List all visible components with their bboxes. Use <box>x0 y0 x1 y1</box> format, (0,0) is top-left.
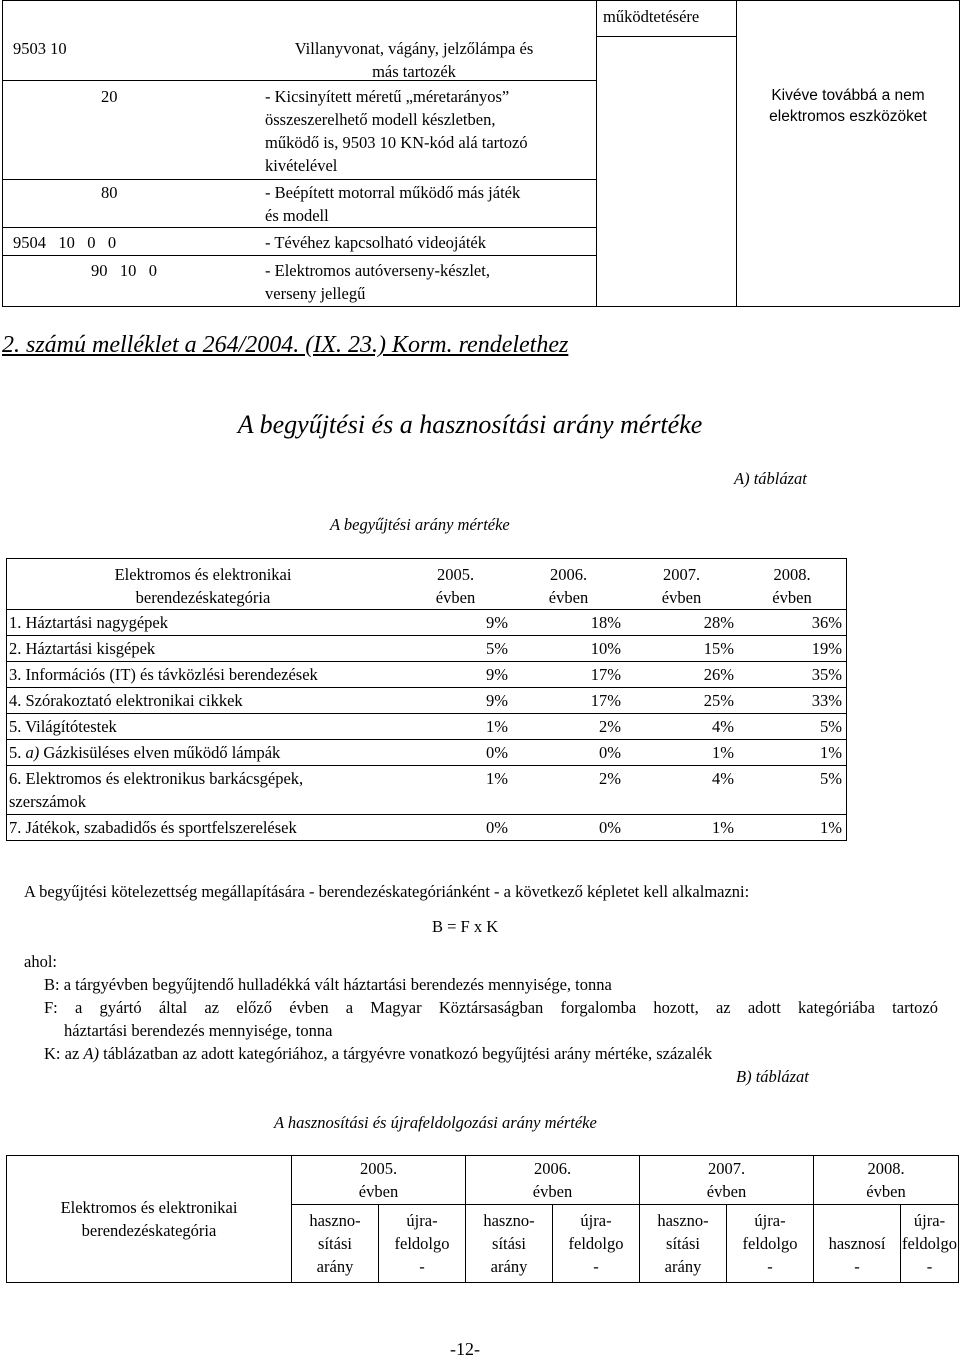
table-a-label: A) táblázat <box>734 469 807 488</box>
tb-2008-recycling: újra- feldolgo - <box>901 1205 959 1283</box>
top-middle-cell <box>597 1 737 307</box>
def-k: K: az A) táblázatban az adott kategóriához, a tárgyévre vonatkozó begyűjtési arány mértéke, százalék <box>44 1044 713 1063</box>
tb-2005-recycling: újra- feldolgo - <box>379 1205 466 1283</box>
row-value: 0% <box>399 740 512 766</box>
row-value: 15% <box>625 636 738 662</box>
top-row5-code: 90 10 0 <box>91 261 157 280</box>
tb-2007-recycling: újra- feldolgo - <box>727 1205 814 1283</box>
row-value: 0% <box>512 740 625 766</box>
row-value: 1% <box>738 740 847 766</box>
table-row <box>7 766 847 815</box>
def-f1: F: a gyártó által az előző évben a Magyar Köztársaságban forgalomba hozott, az adott kategóriába tartozó <box>44 998 938 1017</box>
row-value: 9% <box>399 662 512 688</box>
row-value: 35% <box>738 662 847 688</box>
top-row3-desc: - Beépített motorral működő más játék és modell <box>265 183 521 225</box>
top-row4-desc: - Tévéhez kapcsolható videojáték <box>265 233 486 252</box>
row-value: 1% <box>625 815 738 841</box>
table-row <box>7 688 847 714</box>
table-b-label: B) táblázat <box>736 1067 809 1086</box>
def-b: B: a tárgyévben begyűjtendő hulladékká vált háztartási berendezés mennyisége, tonna <box>44 975 612 994</box>
table-row <box>7 740 847 766</box>
table-row <box>7 662 847 688</box>
tb-2006-recovery: haszno- sítási arány <box>466 1205 553 1283</box>
row-value: 0% <box>512 815 625 841</box>
tb-category: Elektromos és elektronikai berendezéskategória <box>7 1156 292 1283</box>
row-category: 5. a) Gázkisüléses elven működő lámpák <box>7 740 400 766</box>
row-value: 10% <box>512 636 625 662</box>
tb-2006-recycling: újra- feldolgo - <box>553 1205 640 1283</box>
row-value: 4% <box>625 714 738 740</box>
header-2005: 2005. évben <box>435 565 476 607</box>
top-col-header: működtetésére <box>603 7 700 26</box>
row-value: 19% <box>738 636 847 662</box>
row-category: 3. Információs (IT) és távközlési berendezések <box>7 662 400 688</box>
row-value: 1% <box>399 766 512 815</box>
tb-2005: 2005. évben <box>292 1156 466 1205</box>
row-value: 5% <box>738 766 847 815</box>
header-2007: 2007. évben <box>661 565 702 607</box>
top-left-cell <box>3 1 597 307</box>
tb-2008-recovery: hasznosí - <box>814 1205 901 1283</box>
top-row2-desc: - Kicsinyített méretű „méretarányos” összeszerelhető modell készletben, működő is, 9503 10 KN-kód alá tartozó kivételével <box>265 87 528 175</box>
row-value: 36% <box>738 610 847 636</box>
top-row5-desc: - Elektromos autóverseny-készlet, verseny jellegű <box>265 261 490 303</box>
page-number: -12- <box>450 1339 480 1359</box>
row-value: 17% <box>512 688 625 714</box>
row-value: 26% <box>625 662 738 688</box>
formula: B = F x K <box>432 917 499 936</box>
row-value: 5% <box>399 636 512 662</box>
top-row4-code: 9504 10 0 0 <box>13 233 117 252</box>
tb-2007-recovery: haszno- sítási arány <box>640 1205 727 1283</box>
row-value: 9% <box>399 610 512 636</box>
header-category: Elektromos és elektronikai berendezéskategória <box>114 565 292 607</box>
top-row1-code: 9503 10 <box>13 39 67 58</box>
top-note: Kivéve továbbá a nem elektromos eszközöket <box>769 87 927 125</box>
row-value: 33% <box>738 688 847 714</box>
top-row2-code: 20 <box>101 87 118 106</box>
header-2006: 2006. évben <box>548 565 589 607</box>
header-2008: 2008. évben <box>772 565 812 607</box>
tb-2006: 2006. évben <box>466 1156 640 1205</box>
table-a-subtitle: A begyűjtési arány mértéke <box>330 515 510 534</box>
annex-heading: 2. számú melléklet a 264/2004. (IX. 23.) Korm. rendelethez <box>2 332 569 358</box>
table-row <box>7 636 847 662</box>
row-value: 2% <box>512 714 625 740</box>
row-category: 1. Háztartási nagygépek <box>7 610 400 636</box>
row-value: 25% <box>625 688 738 714</box>
row-value: 1% <box>738 815 847 841</box>
tb-2008: 2008. évben <box>814 1156 959 1205</box>
top-right-cell <box>737 1 960 307</box>
where-label: ahol: <box>24 952 57 971</box>
row-value: 1% <box>399 714 512 740</box>
formula-intro: A begyűjtési kötelezettség megállapítására - berendezéskategóriánként - a következő képletet kell alkalmazni: <box>24 882 750 901</box>
row-value: 17% <box>512 662 625 688</box>
table-b <box>6 1155 959 1283</box>
table-row <box>7 815 847 841</box>
table-a-header <box>7 559 847 610</box>
tb-2005-recovery: haszno- sítási arány <box>292 1205 379 1283</box>
row-value: 0% <box>399 815 512 841</box>
row-value: 18% <box>512 610 625 636</box>
row-value: 2% <box>512 766 625 815</box>
def-f2: háztartási berendezés mennyisége, tonna <box>64 1021 333 1040</box>
row-category: 4. Szórakoztató elektronikai cikkek <box>7 688 400 714</box>
table-row <box>7 714 847 740</box>
table-b-subtitle: A hasznosítási és újrafeldolgozási arány mértéke <box>274 1113 597 1132</box>
row-category: 6. Elektromos és elektronikus barkácsgépek, szerszámok <box>7 766 400 815</box>
top-table <box>2 0 960 307</box>
top-row3-code: 80 <box>101 183 118 202</box>
row-category: 2. Háztartási kisgépek <box>7 636 400 662</box>
row-category: 7. Játékok, szabadidős és sportfelszerelések <box>7 815 400 841</box>
tb-2007: 2007. évben <box>640 1156 814 1205</box>
row-category: 5. Világítótestek <box>7 714 400 740</box>
row-value: 9% <box>399 688 512 714</box>
row-value: 5% <box>738 714 847 740</box>
row-value: 1% <box>625 740 738 766</box>
table-a <box>6 558 847 841</box>
row-value: 28% <box>625 610 738 636</box>
row-value: 4% <box>625 766 738 815</box>
table-row <box>7 610 847 636</box>
main-title: A begyűjtési és a hasznosítási arány mértéke <box>237 410 703 439</box>
top-row1-desc: Villanyvonat, vágány, jelzőlámpa és más tartozék <box>294 39 534 81</box>
